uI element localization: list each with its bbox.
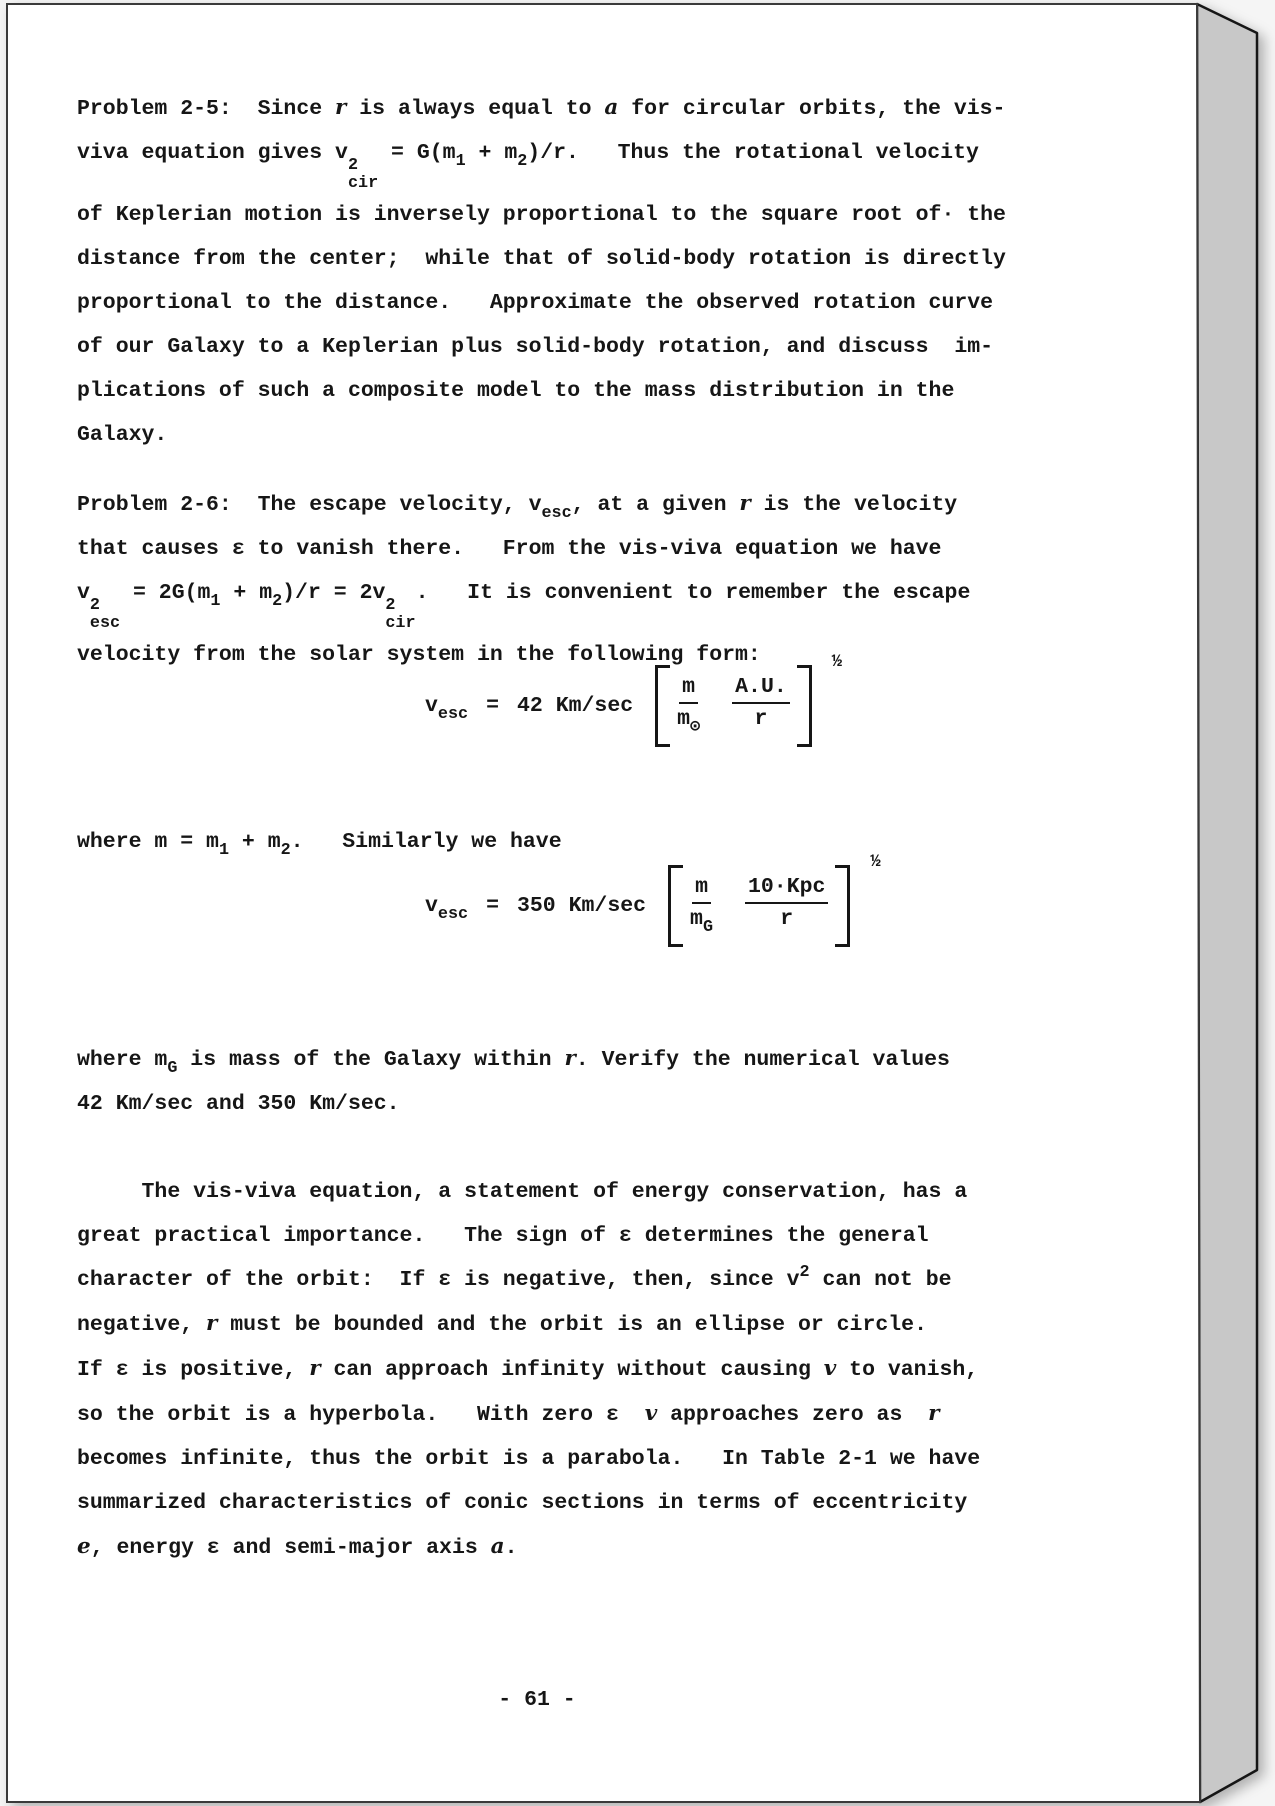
bracket-group	[668, 865, 850, 947]
right-bracket	[797, 665, 812, 747]
text-line: Problem 2-6: The escape velocity, $v_{esc}$, at a given r is the velocity	[77, 491, 958, 524]
paragraph-where-mg	[77, 1037, 950, 1126]
text-line: so the orbit is a hyperbola. With zero ε v approaches zero as r	[77, 1401, 940, 1427]
equation-escape-velocity-solar	[425, 653, 843, 747]
equals-sign: =	[486, 694, 499, 719]
text-line: The vis-viva equation, a statement of energy conservation, has a	[77, 1180, 968, 1204]
text-line: distance from the center; while that of solid-body rotation is directly	[77, 246, 1006, 271]
equation-lhs: $v_{esc}$	[425, 894, 469, 925]
left-bracket	[668, 865, 683, 947]
mass-ratio-fraction: $\frac{m}{m_⊙}$	[677, 675, 701, 738]
exponent-one-half: ½	[870, 853, 881, 872]
left-bracket	[655, 665, 670, 747]
equation-coefficient: 350 Km/sec	[517, 894, 647, 919]
text-line: of our Galaxy to a Keplerian plus solid-body rotation, and discuss im-	[77, 334, 994, 359]
text-line: summarized characteristics of conic sections in terms of eccentricity	[77, 1491, 968, 1515]
text-line: 42 Km/sec and 350 Km/sec.	[77, 1092, 400, 1116]
right-bracket	[835, 865, 850, 947]
exponent-one-half: ½	[831, 653, 843, 672]
sun-symbol: ⊙	[690, 718, 701, 738]
mass-ratio-fraction: $\frac{m}{m_G}$	[690, 875, 713, 938]
distance-ratio-fraction: $\frac{A.U.}{r}$	[732, 674, 790, 732]
text-line: v 2 esc = $2G(m_1 + m_2)/r = 2v$ 2 cir . It is convenient to remember the escape	[77, 581, 971, 634]
paragraph-problem-2-5	[77, 86, 1006, 457]
page-number: - 61 -	[498, 1688, 576, 1712]
bracket-group	[655, 665, 812, 747]
text-line: e, energy ε and semi-major axis a.	[77, 1534, 518, 1560]
text-line: plications of such a composite model to the mass distribution in the	[77, 378, 955, 403]
text-line: velocity from the solar system in the following form:	[77, 642, 761, 667]
text-line: viva equation gives v 2 cir = $G(m_1 + m_2)/r$. Thus the rotational velocity	[77, 141, 979, 194]
text-line: where $m = m_1 + m_2$. Similarly we have	[77, 830, 562, 861]
equation-escape-velocity-galaxy	[425, 853, 881, 947]
text-line: becomes infinite, thus the orbit is a parabola. In Table 2-1 we have	[77, 1447, 981, 1471]
equation-coefficient: 42 Km/sec	[517, 694, 634, 719]
text-line: Problem 2-5: Since r is always equal to a for circular orbits, the vis-	[77, 95, 1006, 121]
text-line: negative, r must be bounded and the orbit is an ellipse or circle.	[77, 1311, 927, 1337]
text-line: If ε is positive, r can approach infinity without causing v to vanish,	[77, 1356, 979, 1382]
paragraph-problem-2-6	[77, 482, 970, 677]
equation-lhs: $v_{esc}$	[425, 694, 469, 725]
text-line: that causes ε to vanish there. From the vis-viva equation we have	[77, 537, 942, 561]
text-line: proportional to the distance. Approximate the observed rotation curve	[77, 290, 994, 315]
paragraph-vis-viva-discussion	[77, 1170, 980, 1570]
text-line: of Keplerian motion is inversely proportional to the square root of· the	[77, 202, 1006, 227]
text-line: Galaxy.	[77, 422, 168, 447]
text-line: great practical importance. The sign of ε determines the general	[77, 1224, 929, 1248]
text-line: where $m_G$ is mass of the Galaxy within r. Verify the numerical values	[77, 1046, 950, 1079]
text-line: character of the orbit: If ε is negative, then, since $v^2$ can not be	[77, 1262, 952, 1292]
distance-ratio-fraction: $\frac{\text{10·Kpc}}{r}$	[745, 874, 828, 932]
paragraph-where-m	[77, 820, 562, 864]
equals-sign: =	[486, 894, 499, 919]
